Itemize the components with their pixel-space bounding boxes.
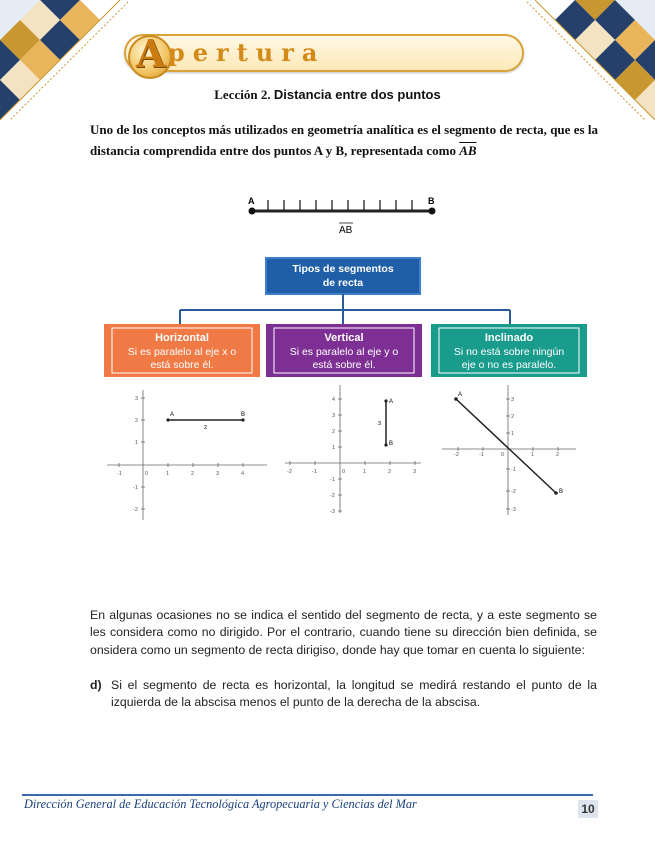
horizontal-desc-2: está sobre él. [150,359,214,371]
h-ytick-neg2: -2 [133,507,138,513]
i-xtick-1: 1 [531,452,535,458]
banner-initial: A [136,31,166,76]
v-xtick-neg1: -1 [312,469,317,475]
inclined-title: Inclinado [484,332,534,344]
v-xtick-0: 0 [342,469,346,475]
i-ytick-neg2: -2 [511,489,516,495]
h-ytick-1: 1 [135,440,139,446]
v-ytick-neg2: -2 [330,493,335,499]
page-number: 10 [578,800,598,818]
inclined-desc-1: Si no está sobre ningún [453,346,565,358]
v-ytick-neg1: -1 [330,477,335,483]
h-xtick-3: 3 [216,471,220,477]
list-item [90,677,597,712]
list-item-text: Si el segmento de recta es horizontal, la longitud se medirá restando el punto de la izquierda de la abscisa menos el punto de la derecha de la abscisa. [111,678,597,710]
intro-paragraph [90,119,598,161]
i-xtick-neg1: -1 [479,452,484,458]
footer-divider [22,794,593,796]
v-ytick-4: 4 [332,397,336,403]
i-xtick-neg2: -2 [454,452,459,458]
i-point-b: B [559,489,564,495]
h-ytick-2: 2 [135,418,139,424]
point-b-marker [429,208,436,215]
h-point-b: B [241,412,246,418]
footer-institution: Dirección General de Educación Tecnológica Agropecuaria y Ciencias del Mar [24,797,417,811]
inclined-desc-2: eje o no es paralelo. [461,359,557,371]
segment-symbol: $\overline{AB}$ [459,143,477,158]
h-ytick-3: 3 [135,396,139,402]
i-xtick-0: 0 [501,452,505,458]
v-length: 3 [378,421,382,427]
lesson-number: Lección 2. [214,87,271,102]
horizontal-desc-1: Si es paralelo al eje x o [127,346,237,358]
h-xtick-4: 4 [241,471,245,477]
list-item-label: d) [90,678,102,692]
i-ytick-2: 2 [511,414,515,420]
v-xtick-1: 1 [363,469,367,475]
vertical-title: Vertical [324,332,364,344]
h-length: 2 [204,425,208,431]
segment-label: AB [339,225,353,236]
h-xtick-1: 1 [166,471,170,477]
banner-title: pertura [168,38,326,67]
graph-inclined [440,383,580,518]
point-b-label: B [428,196,435,206]
intro-text: Uno de los conceptos más utilizados en geometría analítica es el segmento de recta, que es la distancia comprendida entre dos puntos A y B, representada como [90,122,598,158]
v-point-b: B [389,441,394,447]
v-ytick-2: 2 [332,429,336,435]
i-ytick-3: 3 [511,397,515,403]
horizontal-title: Horizontal [155,332,209,344]
v-xtick-3: 3 [413,469,417,475]
segment-ab-figure [240,190,450,238]
point-a-marker [249,208,256,215]
lesson-heading [0,87,655,103]
i-ytick-neg3: -3 [511,507,516,513]
v-xtick-neg2: -2 [287,469,292,475]
i-segment [456,399,556,493]
diagram-root-line2: de recta [322,277,364,289]
graph-vertical [283,383,423,518]
v-point-a: A [389,399,394,405]
point-a-label: A [248,196,255,206]
h-xtick-neg1: -1 [117,471,122,477]
vertical-desc-1: Si es paralelo al eje y o [289,346,399,358]
v-ytick-1: 1 [332,445,336,451]
h-xtick-0: 0 [145,471,149,477]
diagram-root-line1: Tipos de segmentos [292,263,394,275]
segment-types-diagram [100,254,590,380]
h-xtick-2: 2 [191,471,195,477]
i-point-a: A [458,392,463,398]
i-ytick-neg1: -1 [511,467,516,473]
vertical-desc-2: está sobre él. [312,359,376,371]
h-point-a: A [170,412,175,418]
h-ytick-neg1: -1 [133,485,138,491]
i-ytick-1: 1 [511,431,515,437]
v-ytick-3: 3 [332,413,336,419]
i-xtick-2: 2 [556,452,560,458]
lesson-title: Distancia entre dos puntos [273,87,441,102]
body-paragraph: En algunas ocasiones no se indica el sentido del segmento de recta, y a este segmento se les considera como no dirigido. Por el contrario, cuando tiene su dirección bien definida, se onsidera como un segmento de recta dirigiso, donde hay que tomar en cuenta lo siguiente: [90,608,597,657]
v-ytick-neg3: -3 [330,509,335,515]
v-xtick-2: 2 [388,469,392,475]
graph-horizontal [105,385,270,525]
